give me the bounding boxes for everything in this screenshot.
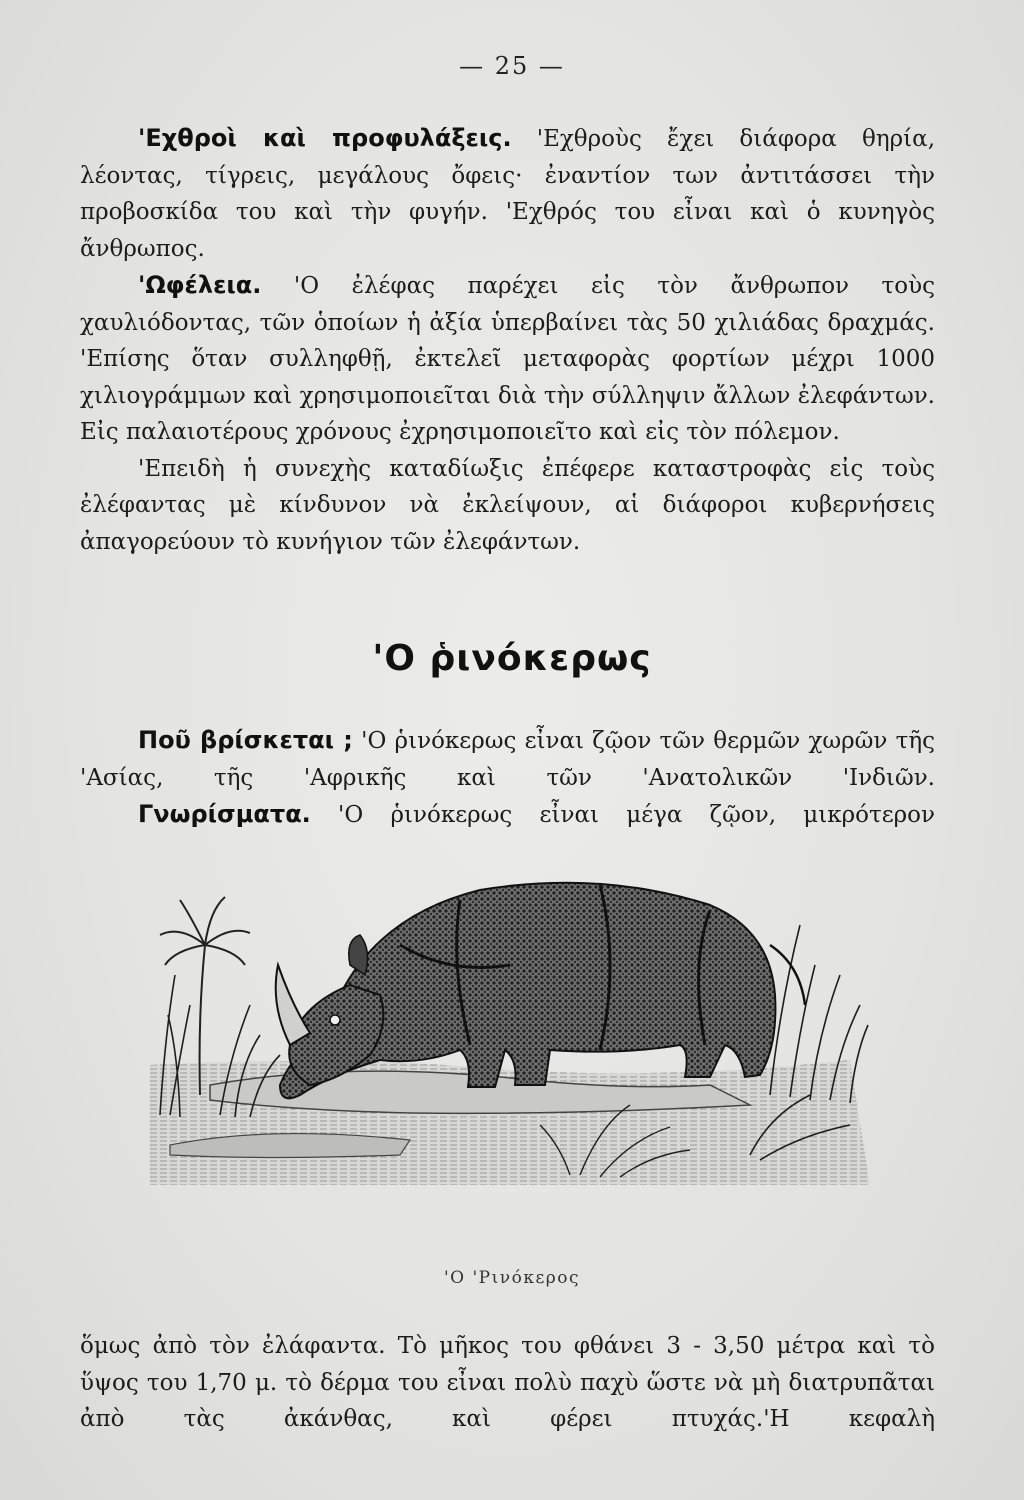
habitat-paragraph bbox=[80, 722, 935, 796]
habitat-heading: Ποῦ βρίσκεται ; bbox=[138, 726, 353, 754]
continuation-section bbox=[80, 1328, 935, 1438]
benefit-heading: 'Ωφέλεια. bbox=[138, 271, 262, 299]
rhinoceros-engraving-icon bbox=[150, 855, 870, 1185]
benefit-paragraph bbox=[80, 267, 935, 451]
benefit-text: 'Ο ἐλέφας παρέχει εἰς τὸν ἄνθρωπον τοὺς χαυλιόδοντας, τῶν ὁποίων ἡ ἀξία ὑπερβαίνει τὰς 50 χιλιάδας δραχμάς. 'Επίσης ὅταν συλληφθῇ, ἐκτελεῖ μεταφορὰς φορτίων μέχρι 1000 χιλιογράμμων καὶ χρησιμοποιεῖται διὰ τὴν σύλληψιν ἄλλων ἐλεφάντων. Εἰς παλαιοτέρους χρόνους ἐχρησιμοποιεῖτο καὶ εἰς τὸν πόλεμον. bbox=[80, 273, 935, 445]
features-text: 'Ο ῥινόκερως εἶναι μέγα ζῷον, μικρότερον bbox=[310, 802, 935, 828]
hunting-ban-paragraph: 'Επειδὴ ἡ συνεχὴς καταδίωξις ἐπέφερε καταστροφὰς εἰς τοὺς ἐλέφαντας μὲ κίνδυνον νὰ ἐκλείψουν, αἱ διάφοροι κυβερνήσεις ἀπαγορεύουν τὸ κυνήγιον τῶν ἐλεφάντων. bbox=[80, 455, 935, 555]
elephant-section bbox=[80, 120, 935, 560]
continuation-paragraph: ὅμως ἀπὸ τὸν ἐλάφαντα. Τὸ μῆκος του φθάνει 3 - 3,50 μέτρα καὶ τὸ ὕψος του 1,70 μ. τὸ δέρμα του εἶναι πολὺ παχὺ ὥστε νὰ μὴ διατρυπᾶται ἀπὸ τὰς ἀκάνθας, καὶ φέρει πτυχάς.'Η κεφαλὴ bbox=[80, 1333, 935, 1432]
enemies-text: 'Εχθροὺς ἔχει διάφορα θηρία, λέοντας, τίγρεις, μεγάλους ὄφεις· ἐναντίον των ἀντιτάσσει τὴν προβοσκίδα του καὶ τὴν φυγήν. 'Εχθρός του εἶναι καὶ ὁ κυνηγὸς ἄνθρωπος. bbox=[80, 126, 936, 262]
enemies-paragraph bbox=[80, 120, 935, 267]
habitat-text: 'Ο ῥινόκερως εἶναι ζῷον τῶν θερμῶν χωρῶν τῆς 'Ασίας, τῆς 'Αφρικῆς καὶ τῶν 'Ανατολικῶν 'Ινδιῶν. bbox=[80, 728, 936, 791]
enemies-heading: 'Εχθροὶ καὶ προφυλάξεις. bbox=[138, 124, 512, 152]
rhino-section bbox=[80, 722, 935, 834]
features-paragraph bbox=[80, 796, 935, 834]
page-number: — 25 — bbox=[459, 52, 565, 80]
section-title: 'Ο ῥινόκερως bbox=[372, 638, 652, 679]
figure-caption: 'Ο 'Ρινόκερος bbox=[443, 1268, 581, 1288]
features-heading: Γνωρίσματα. bbox=[138, 800, 311, 828]
